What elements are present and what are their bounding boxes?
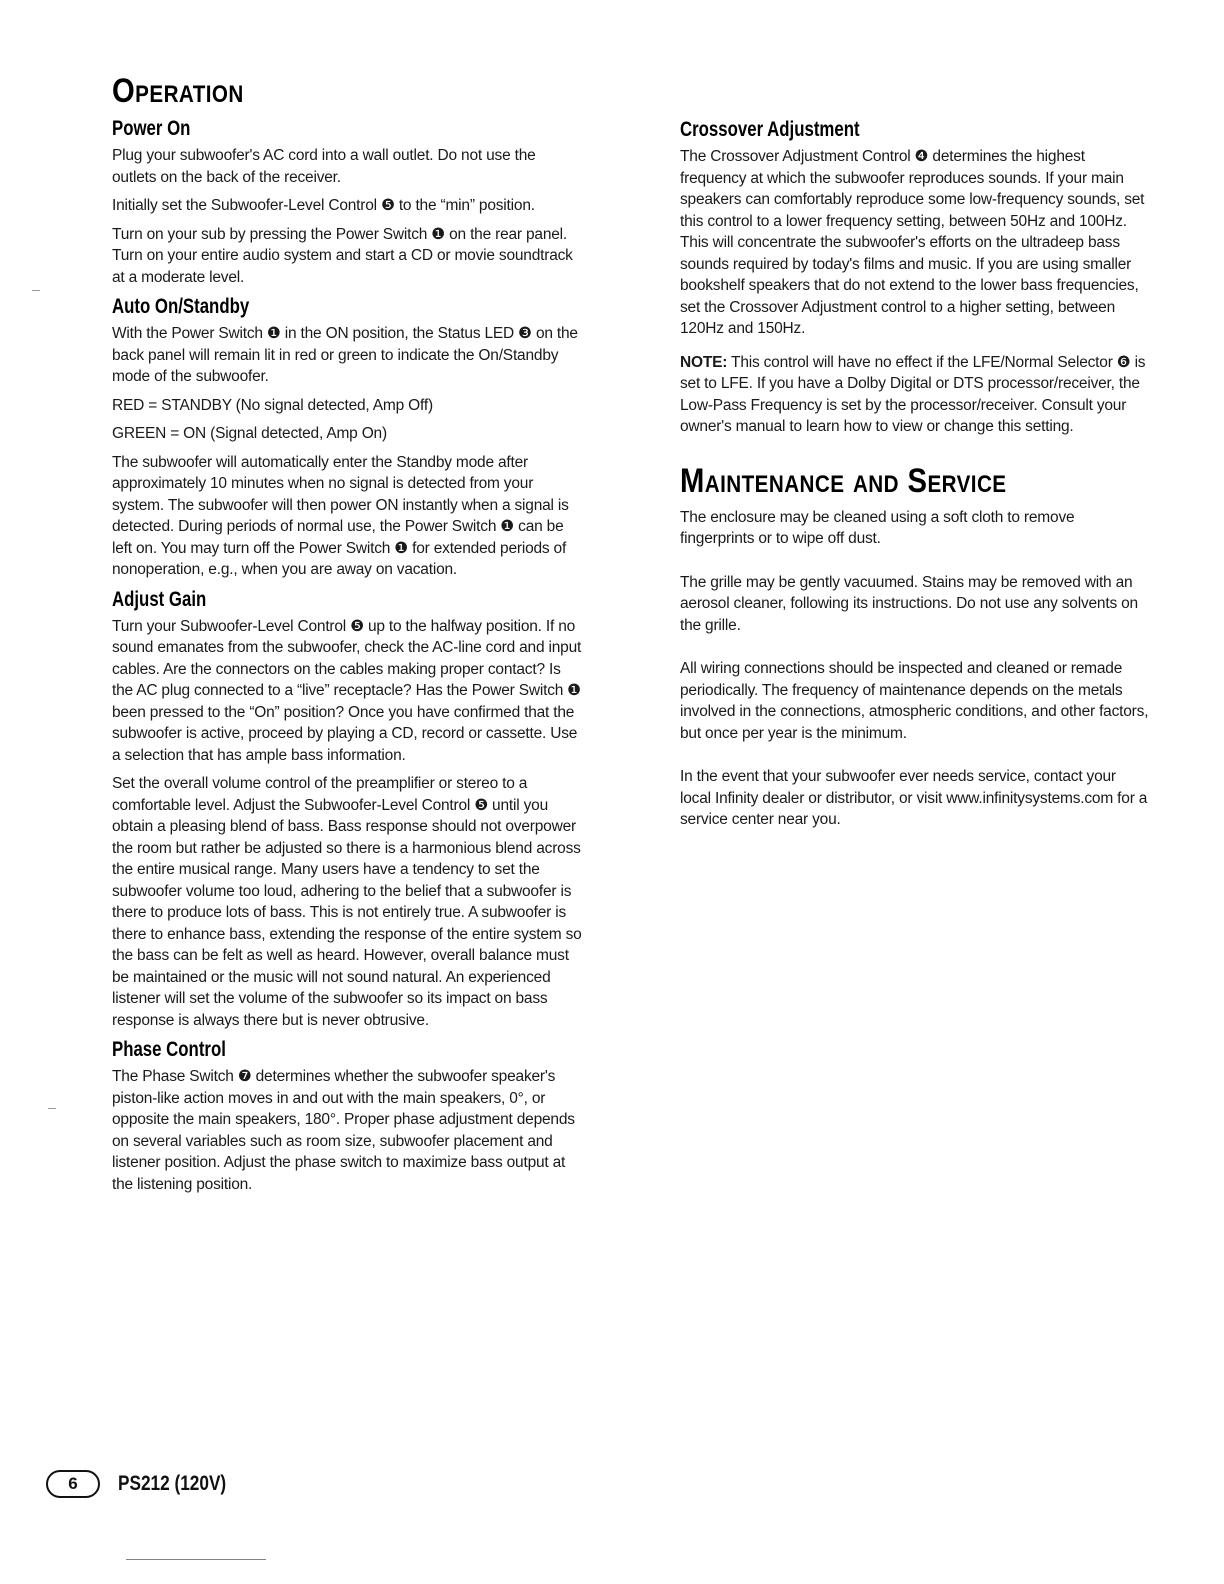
maintenance-paragraph-2: The grille may be gently vacuumed. Stains may be removed with an aerosol cleaner, following its instructions. Do not use any solvents on the grille.	[680, 573, 1138, 634]
auto-on-paragraph-1: With the Power Switch ❶ in the ON position, the Status LED ❸ on the back panel will remain lit in red or green to indicate the On/Standby mode of the subwoofer.	[112, 325, 578, 385]
auto-on-standby-heading: Auto On/Standby	[112, 295, 250, 318]
maintenance-paragraph-1: The enclosure may be cleaned using a soft cloth to remove fingerprints or to wipe off dust.	[680, 508, 1075, 547]
maintenance-paragraph-4: In the event that your subwoofer ever needs service, contact your local Infinity dealer or distributor, or visit www.infinitysystems.com for a service center near you.	[680, 768, 1148, 828]
model-label: PS212 (120V)	[118, 1472, 227, 1495]
margin-mark-1	[32, 290, 40, 291]
phase-control-heading: Phase Control	[112, 1038, 226, 1061]
power-on-paragraph-3: Turn on your sub by pressing the Power Switch ❶ on the rear panel. Turn on your entire audio system and start a CD or movie soundtrack at a moderate level.	[112, 225, 573, 286]
power-on-paragraph-2: Initially set the Subwoofer-Level Control ❺ to the “min” position.	[112, 197, 535, 214]
power-on-heading: Power On	[112, 117, 191, 140]
maintenance-title: Maintenance and Service	[680, 461, 1007, 500]
note-label: NOTE:	[680, 353, 728, 371]
left-column	[112, 72, 582, 1202]
auto-on-paragraph-4: The subwoofer will automatically enter the Standby mode after approximately 10 minutes when no signal is detected from your system. The subwoofer will then power ON instantly when a signal is detected. During periods of normal use, the Power Switch ❶ can be left on. You may turn off the Power Switch ❶ for extended periods of nonoperation, e.g., when you are away on vacation.	[112, 453, 569, 578]
crossover-paragraph: The Crossover Adjustment Control ❹ determines the highest frequency at which the subwoofer reproduces sounds. If your main speakers can comfortably reproduce some low-frequency sounds, set this control to a lower frequency setting, between 50Hz and 100Hz. This will concentrate the subwoofer's efforts on the ultradeep bass sounds required by today's films and music. If you are using smaller bookshelf speakers that do not extend to the lower bass frequencies, set the Crossover Adjustment control to a higher setting, between 120Hz and 150Hz.	[680, 148, 1145, 337]
margin-mark-2	[48, 1108, 56, 1109]
right-column	[680, 112, 1150, 838]
operation-title: Operation	[112, 72, 244, 110]
crossover-heading: Crossover Adjustment	[680, 118, 860, 141]
adjust-gain-paragraph-1: Turn your Subwoofer-Level Control ❺ up to the halfway position. If no sound emanates from the subwoofer, check the AC-line cord and input cables. Are the connectors on the cables making proper contact? Is the AC plug connected to a “live” receptacle? Has the Power Switch ❶ been pressed to the “On” position? Once you have confirmed that the subwoofer is active, proceed by playing a CD, record or cassette. Use a selection that has ample bass information.	[112, 617, 582, 764]
bottom-rule	[126, 1559, 266, 1560]
adjust-gain-heading: Adjust Gain	[112, 587, 207, 611]
note-text: This control will have no effect if the LFE/Normal Selector ❻ is set to LFE. If you have a Dolby Digital or DTS processor/receiver, the Low-Pass Frequency is set by the processor/receiver. Consult your owner's manual to learn how to view or change this setting.	[680, 353, 1146, 435]
maintenance-paragraph-3: All wiring connections should be inspected and cleaned or remade periodically. The frequency of maintenance depends on the metals involved in the connections, atmospheric conditions, and other factors, but once per year is the minimum.	[680, 660, 1149, 742]
auto-on-paragraph-red: RED = STANDBY (No signal detected, Amp Off)	[112, 396, 433, 414]
power-on-paragraph-1: Plug your subwoofer's AC cord into a wall outlet. Do not use the outlets on the back of the receiver.	[112, 147, 536, 186]
page-footer	[46, 1470, 250, 1498]
auto-on-paragraph-green: GREEN = ON (Signal detected, Amp On)	[112, 425, 387, 442]
crossover-note	[680, 352, 1150, 438]
phase-control-paragraph: The Phase Switch ❼ determines whether the subwoofer speaker's piston-like action moves in and out with the main speakers, 0°, or opposite the main speakers, 180°. Proper phase adjustment depends on several variables such as room size, subwoofer placement and listener position. Adjust the phase switch to maximize bass output at the listening position.	[112, 1068, 575, 1193]
adjust-gain-paragraph-2: Set the overall volume control of the preamplifier or stereo to a comfortable level. Adjust the Subwoofer-Level Control ❺ until you obtain a pleasing blend of bass. Bass response should not overpower the room but rather be adjusted so there is a harmonious blend across the entire musical range. Many users have a tendency to set the subwoofer volume too loud, adhering to the belief that a subwoofer is there to produce lots of bass. This is not entirely true. A subwoofer is there to enhance bass, extending the response of the entire system so the bass can be felt as well as heard. However, overall balance must be maintained or the music will not sound natural. An experienced listener will set the volume of the subwoofer so its impact on bass response is always there but is never obtrusive.	[112, 775, 582, 1029]
page-number-badge: 6	[46, 1470, 100, 1498]
